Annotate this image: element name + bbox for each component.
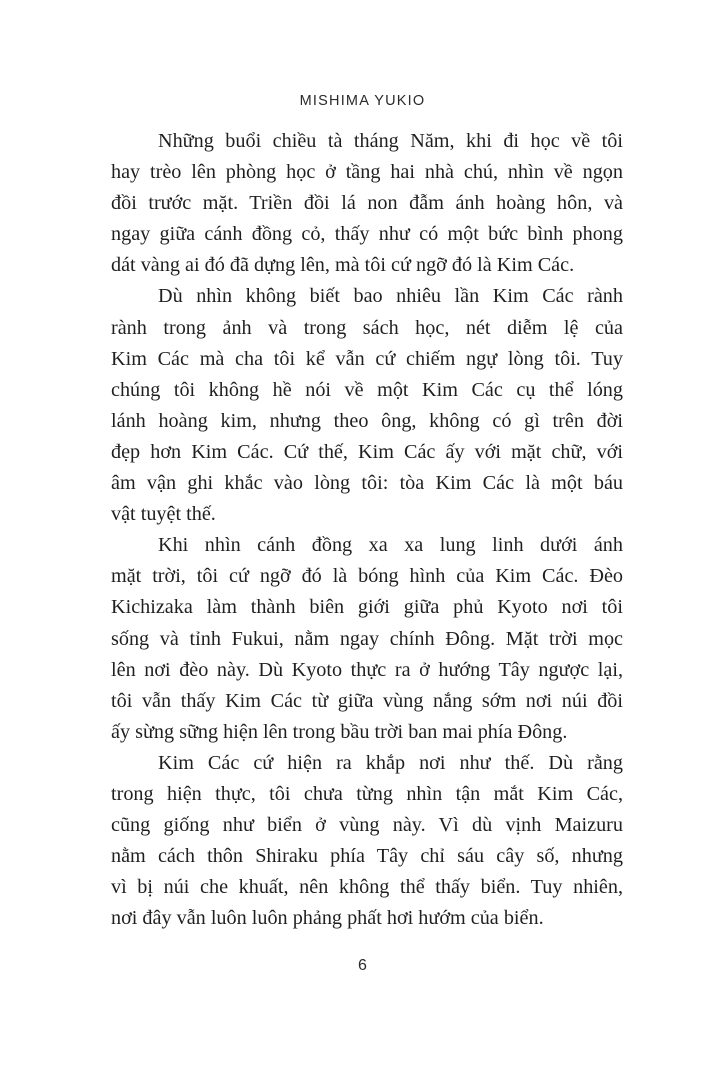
- text-line: vì bị núi che khuất, nên không thể thấy biển. Tuy nhiên,: [111, 876, 623, 899]
- text-line: Kim Các cứ hiện ra khắp nơi như thế. Dù rằng: [158, 751, 623, 774]
- text-line: đồi trước mặt. Triền đồi lá non đẫm ánh hoàng hôn, và: [111, 192, 623, 215]
- page-number: 6: [358, 957, 367, 974]
- text-line: lên nơi đèo này. Dù Kyoto thực ra ở hướng Tây ngược lại,: [111, 658, 623, 681]
- text-line: cũng giống như biển ở vùng này. Vì dù vịnh Maizuru: [111, 814, 623, 837]
- text-line: mặt trời, tôi cứ ngỡ đó là bóng hình của Kim Các. Đèo: [111, 565, 623, 588]
- text-line: lánh hoàng kim, nhưng theo ông, không có gì trên đời: [111, 409, 623, 432]
- body-text: [111, 126, 623, 934]
- text-line: hay trèo lên phòng học ở tầng hai nhà chú, nhìn về ngọn: [111, 161, 623, 184]
- text-line: Khi nhìn cánh đồng xa xa lung linh dưới ánh: [158, 534, 623, 557]
- text-line: trong hiện thực, tôi chưa từng nhìn tận mắt Kim Các,: [111, 782, 623, 805]
- text-line: Kichizaka làm thành biên giới giữa phủ Kyoto nơi tôi: [111, 596, 623, 619]
- text-line: ngay giữa cánh đồng cỏ, thấy như có một bức bình phong: [111, 223, 623, 246]
- text-line: nơi đây vẫn luôn luôn phảng phất hơi hướm của biển.: [111, 907, 544, 930]
- text-line: âm vận ghi khắc vào lòng tôi: tòa Kim Các là một báu: [111, 472, 623, 495]
- text-line: Dù nhìn không biết bao nhiêu lần Kim Các rành: [158, 285, 623, 308]
- text-line: rành trong ảnh và trong sách học, nét diễm lệ của: [111, 316, 623, 339]
- text-line: vật tuyệt thế.: [111, 503, 216, 526]
- text-line: ấy sừng sững hiện lên trong bầu trời ban mai phía Đông.: [111, 720, 568, 743]
- text-line: Kim Các mà cha tôi kể vẫn cứ chiếm ngự lòng tôi. Tuy: [111, 347, 623, 370]
- text-line: dát vàng ai đó đã dựng lên, mà tôi cứ ngỡ đó là Kim Các.: [111, 254, 575, 277]
- text-line: sống và tỉnh Fukui, nằm ngay chính Đông. Mặt trời mọc: [111, 627, 623, 650]
- text-line: đẹp hơn Kim Các. Cứ thế, Kim Các ấy với mặt chữ, với: [111, 440, 623, 463]
- text-line: tôi vẫn thấy Kim Các từ giữa vùng nắng sớm nơi núi đồi: [111, 689, 623, 712]
- text-line: Những buổi chiều tà tháng Năm, khi đi học về tôi: [158, 130, 623, 152]
- text-line: nằm cách thôn Shiraku phía Tây chỉ sáu cây số, nhưng: [111, 845, 623, 868]
- text-line: chúng tôi không hề nói về một Kim Các cụ thể lóng: [111, 378, 623, 401]
- running-head: MISHIMA YUKIO: [299, 93, 426, 109]
